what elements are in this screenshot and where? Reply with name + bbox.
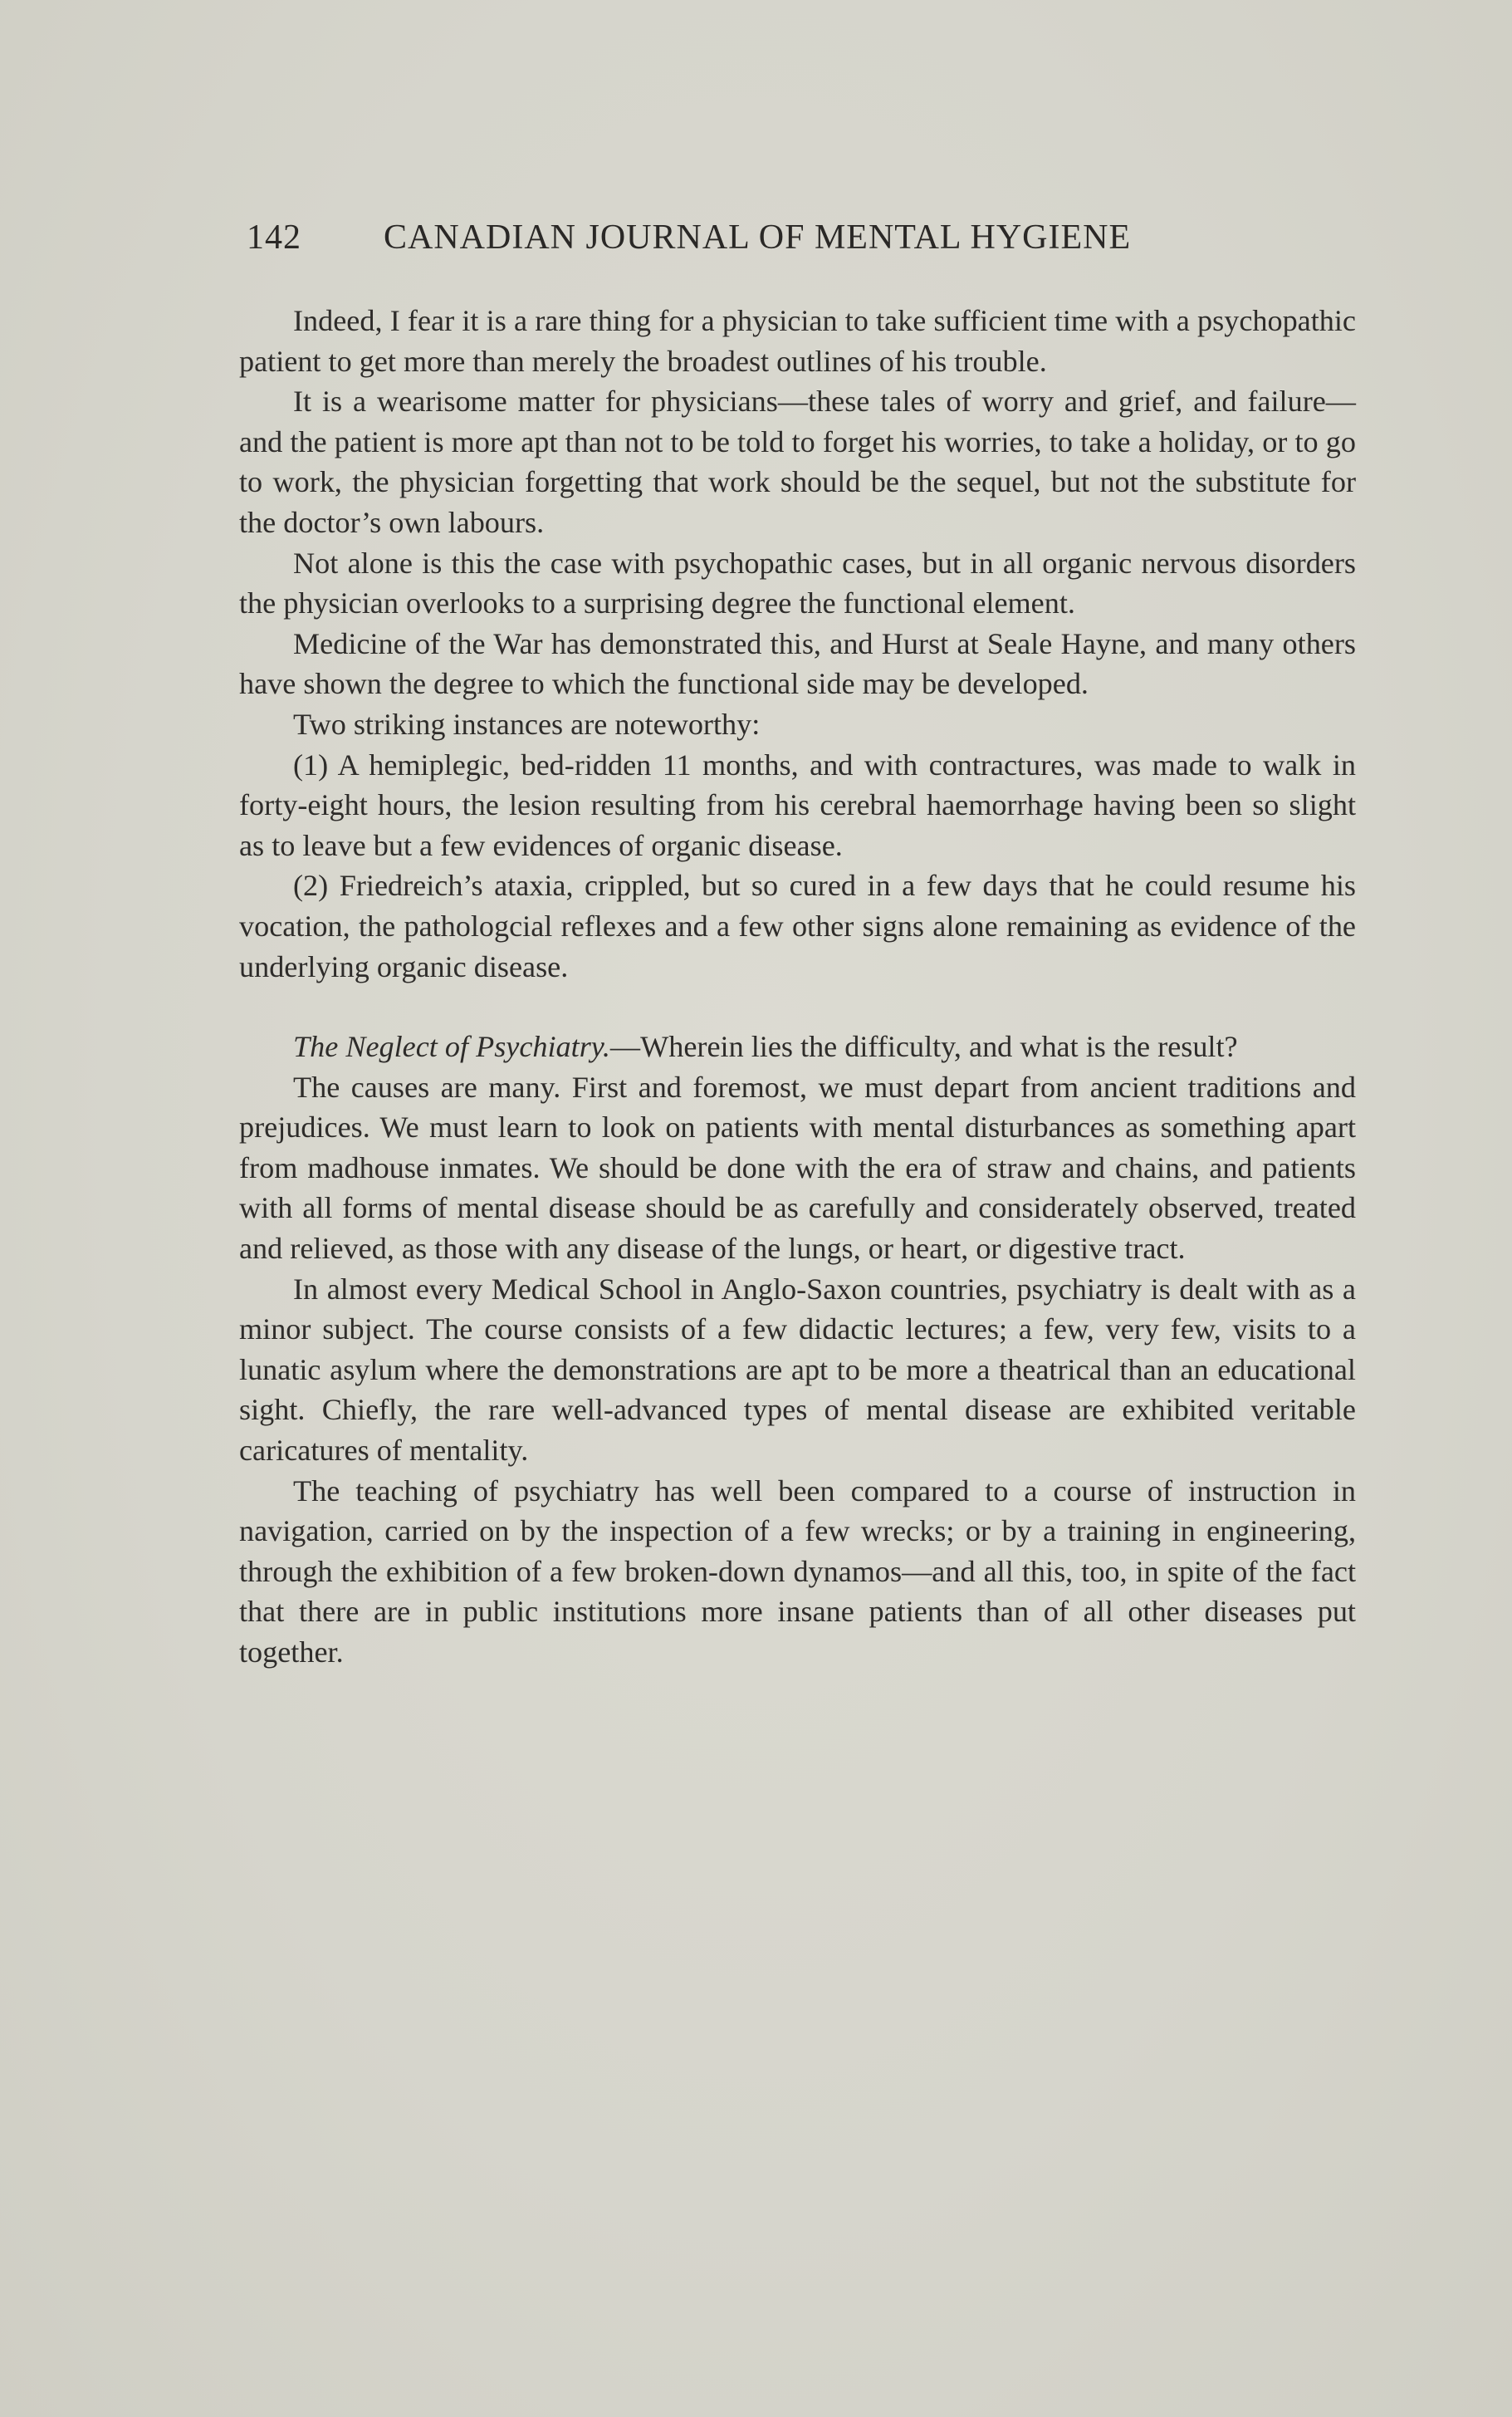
section-lead-text: —Wherein lies the difficulty, and what is the result? (609, 1030, 1238, 1064)
page-header (247, 218, 1243, 267)
paragraph: Not alone is this the case with psychopathic cases, but in all organic nervous disorders the physician overlooks to a surprising degree the functional element. (239, 546, 1356, 620)
paragraph: The teaching of psychiatry has well been compared to a course of instruction in navigation, carried on by the inspection of a few wrecks; or by a training in engineering, through the exhibition of a few broken-down dynamos—and all this, too, in spite of the fact that there are in public institutions more insane patients than of all other diseases put together. (239, 1473, 1356, 1669)
paragraph: Medicine of the War has demonstrated this, and Hurst at Seale Hayne, and many others have shown the degree to which the functional side may be developed. (239, 626, 1356, 701)
paragraph: (2) Friedreich’s ataxia, crippled, but so cured in a few days that he could resume his vocation, the pathologcial reflexes and a few other signs alone remaining as evidence of the underlying organic disease. (239, 869, 1356, 983)
section-heading-paragraph (239, 1027, 1356, 1067)
paragraph: (1) A hemiplegic, bed-ridden 11 months, and with contractures, was made to walk in forty-eight hours, the lesion resulting from his cerebral haemorrhage having been so slight as to leave but a few evidences of organic disease. (239, 748, 1356, 862)
section-title: The Neglect of Psychiatry. (293, 1030, 610, 1064)
paragraph: It is a wearisome matter for physicians—these tales of worry and grief, and failure—and the patient is more apt than not to be told to forget his worries, to take a holiday, or to go to work, the physician forgetting that work should be the sequel, but not the substitute for the doctor’s own labours. (239, 385, 1356, 539)
paragraph: Indeed, I fear it is a rare thing for a physician to take sufficient time with a psychopathic patient to get more than merely the broadest outlines of his trouble. (239, 304, 1356, 378)
page-number: 142 (247, 218, 301, 257)
paragraph: In almost every Medical School in Anglo-Saxon countries, psychiatry is dealt with as a minor subject. The course consists of a few didactic lectures; a few, very few, visits to a lunatic asylum where the demonstrations are apt to be more a theatrical than an educational sight. Chiefly, the rare well-advanced types of mental disease are exhibited veritable caricatures of mentality. (239, 1272, 1356, 1468)
article-body (239, 301, 1356, 1673)
paragraph: Two striking instances are noteworthy: (293, 707, 761, 741)
journal-title: CANADIAN JOURNAL OF MENTAL HYGIENE (384, 218, 1132, 257)
paragraph: The causes are many. First and foremost, we must depart from ancient traditions and prejudices. We must learn to look on patients with mental disturbances as something apart from madhouse inmates. We should be done with the era of straw and chains, and patients with all forms of mental disease should be as carefully and considerately observed, treated and relieved, as those with any disease of the lungs, or heart, or digestive tract. (239, 1070, 1356, 1266)
